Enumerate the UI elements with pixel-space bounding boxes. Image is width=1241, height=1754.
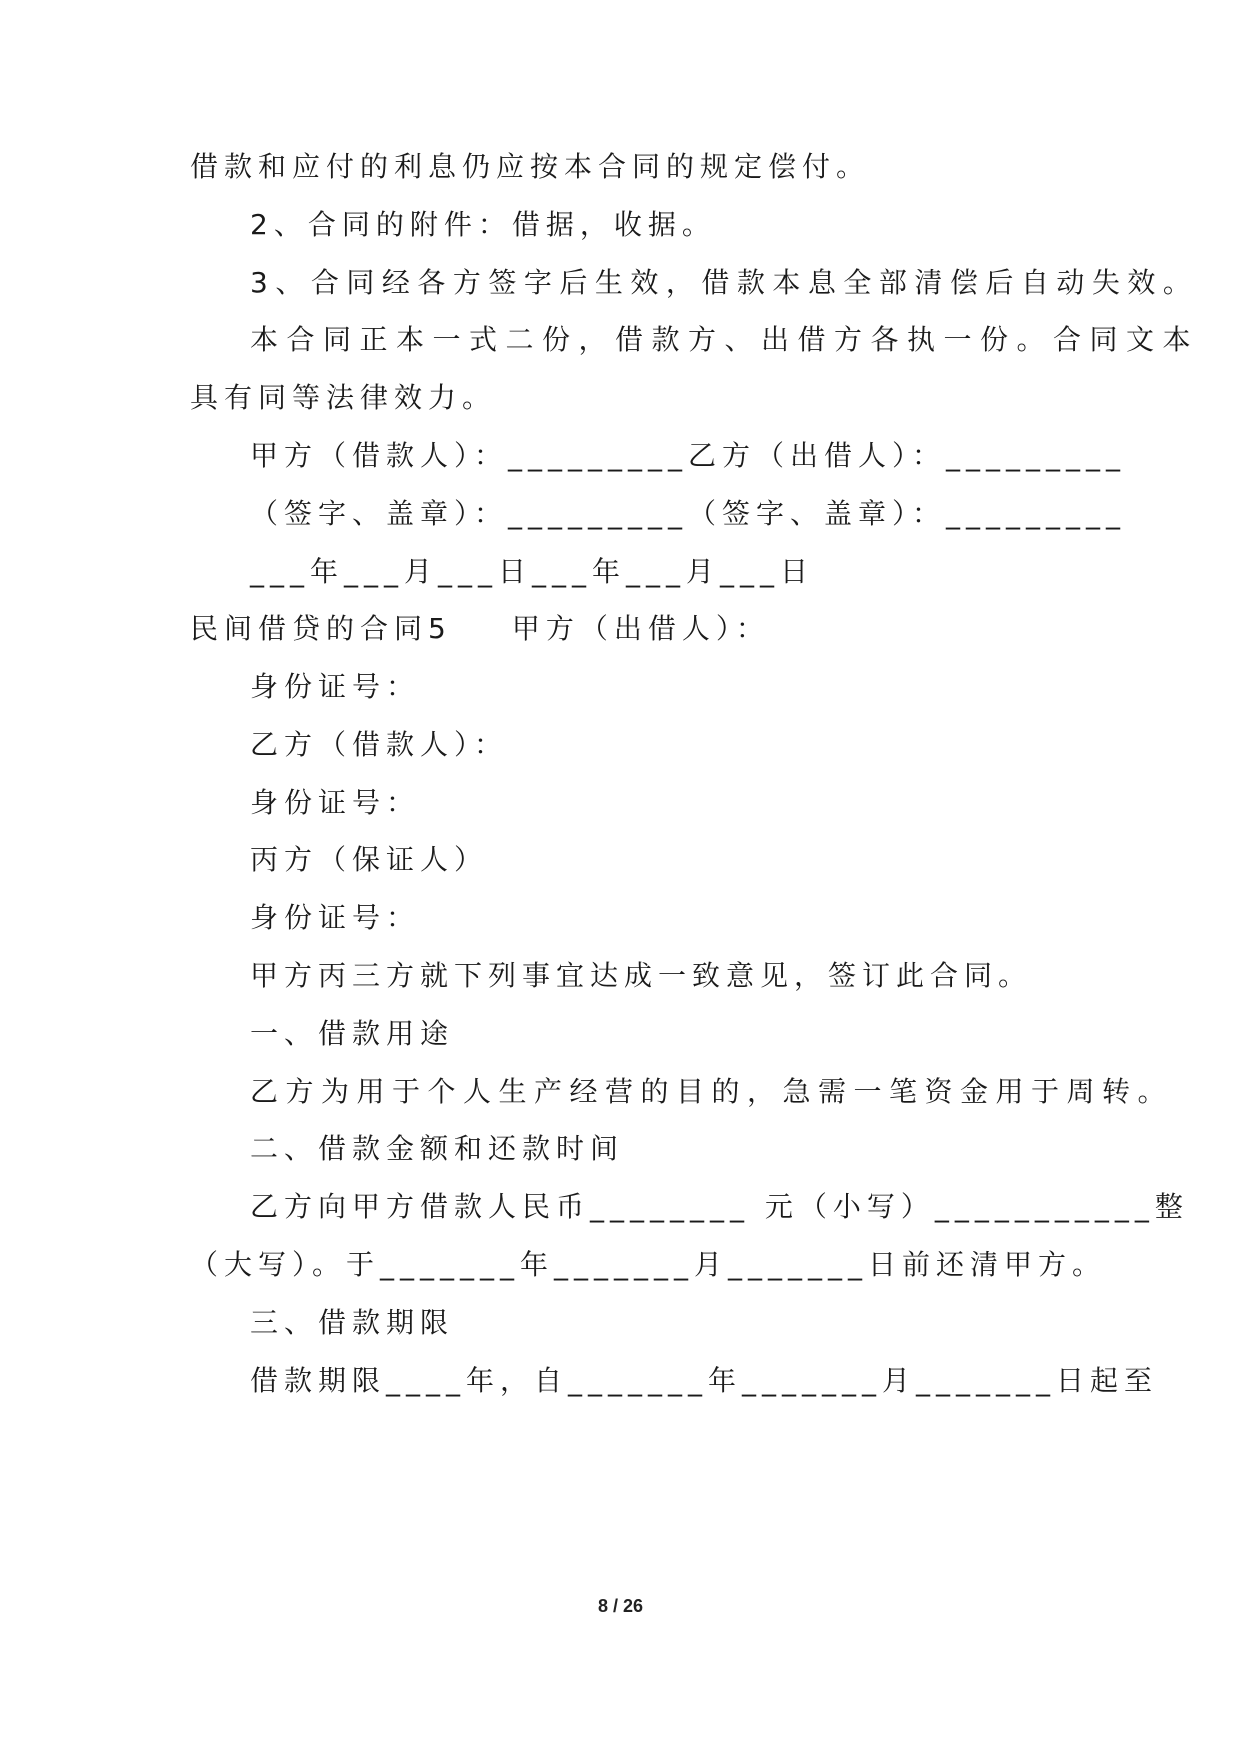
- page-number: 8 / 26: [597, 1596, 644, 1616]
- paragraph-line: 具有同等法律效力。: [190, 381, 497, 414]
- id-number-label: 身份证号：: [250, 670, 421, 703]
- section-heading: 一、借款用途: [250, 1017, 455, 1050]
- section-heading: 三、借款期限: [250, 1306, 455, 1339]
- party-a-label: 甲方（出借人）：: [511, 612, 770, 645]
- paragraph-line: 甲方丙三方就下列事宜达成一致意见，签订此合同。: [250, 959, 1033, 992]
- paragraph-line: 借款期限____年，自_______年_______月_______日起至: [250, 1364, 1159, 1397]
- signature-line: 甲方（借款人）：_________乙方（出借人）：_________: [250, 439, 1127, 472]
- paragraph-line: （大写）。于_______年_______月_______日前还清甲方。: [190, 1248, 1107, 1281]
- paragraph-line: 2、合同的附件：借据，收据。: [250, 208, 716, 241]
- id-number-label: 身份证号：: [250, 901, 421, 934]
- paragraph-line: 乙方为用于个人生产经营的目的，急需一笔资金用于周转。: [250, 1075, 1174, 1108]
- section-title-line: [190, 609, 770, 649]
- paragraph-line: 本合同正本一式二份，借款方、出借方各执一份。合同文本: [250, 323, 1200, 356]
- id-number-label: 身份证号：: [250, 786, 421, 819]
- section-heading: 二、借款金额和还款时间: [250, 1132, 625, 1165]
- party-c-label: 丙方（保证人）: [250, 843, 489, 876]
- contract-title: 民间借贷的合同5: [190, 612, 452, 645]
- party-b-label: 乙方（借款人）：: [250, 728, 509, 761]
- signature-line: （签字、盖章）：_________（签字、盖章）：_________: [250, 497, 1127, 530]
- paragraph-line: 3、合同经各方签字后生效，借款本息全部清偿后自动失效。: [250, 266, 1199, 299]
- paragraph-line: 乙方向甲方借款人民币________ 元（小写）___________整: [250, 1190, 1189, 1223]
- paragraph-line: 借款和应付的利息仍应按本合同的规定偿付。: [190, 150, 871, 183]
- date-line: ___年___月___日___年___月___日: [250, 555, 815, 588]
